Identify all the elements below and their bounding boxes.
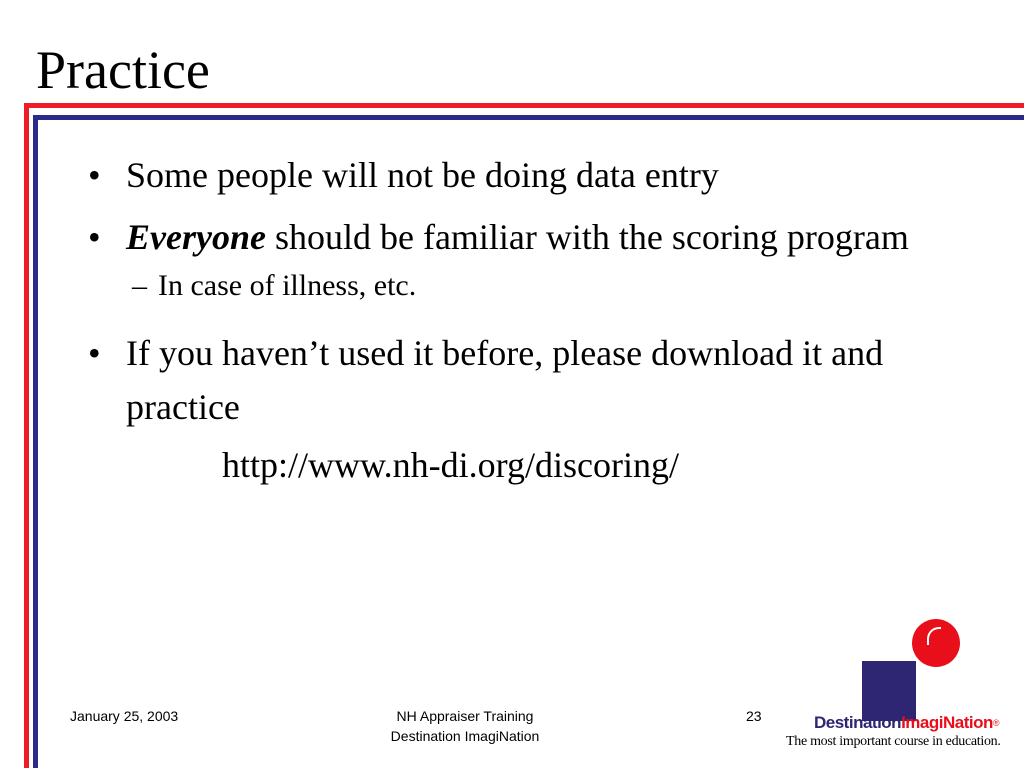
dash-glyph: –: [132, 269, 147, 302]
bullet-item: [88, 326, 988, 434]
footer-center: [355, 706, 575, 746]
destination-imagination-logo: [786, 615, 1016, 755]
red-border-left: [24, 103, 29, 768]
bullet-item: [88, 148, 988, 202]
slide-number: 23: [746, 708, 762, 724]
logo-name-part2: ImagiNation: [901, 713, 993, 732]
red-border-top: [24, 103, 1024, 108]
logo-tagline: The most important course in education.: [786, 734, 1001, 749]
bullet-text: If you haven’t used it before, please download it and practice: [126, 333, 884, 427]
blue-border-left: [33, 115, 38, 768]
bullet-glyph: •: [88, 217, 101, 257]
bullet-emphasis: Everyone: [126, 217, 266, 257]
registered-mark: ®: [992, 718, 999, 728]
footer-title: NH Appraiser Training: [396, 708, 534, 724]
bullet-item: [88, 210, 988, 264]
bullet-text: should be familiar with the scoring program: [265, 217, 909, 257]
bullet-glyph: •: [88, 155, 101, 195]
slide-body: [88, 148, 988, 492]
slide-title: Practice: [36, 40, 210, 100]
sub-bullet-item: [88, 266, 988, 306]
logo-name-part1: Destination: [814, 713, 902, 732]
bullet-text: Some people will not be doing data entry: [126, 155, 719, 195]
blue-border-top: [33, 115, 1024, 120]
footer-subtitle: Destination ImagiNation: [390, 728, 540, 744]
sub-bullet-text: In case of illness, etc.: [158, 269, 417, 302]
footer-date: January 25, 2003: [70, 708, 179, 724]
download-url[interactable]: http://www.nh-di.org/discoring/: [222, 445, 679, 485]
bullet-glyph: •: [88, 333, 101, 373]
logo-square-icon: [862, 661, 916, 721]
logo-wordmark: [814, 713, 999, 733]
